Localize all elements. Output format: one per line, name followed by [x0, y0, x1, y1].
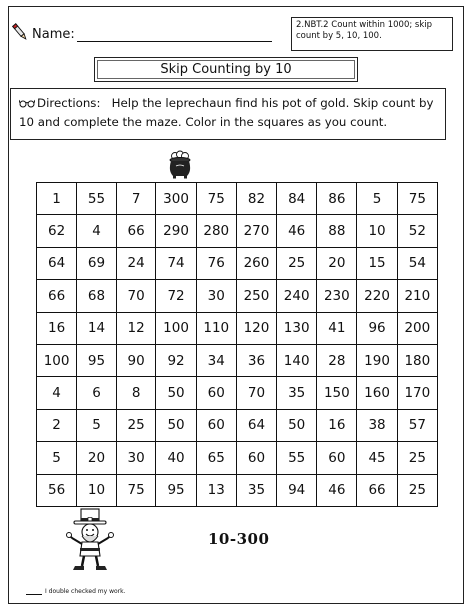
maze-cell[interactable]: 28: [317, 344, 357, 376]
maze-cell[interactable]: 10: [357, 215, 397, 247]
maze-cell[interactable]: 55: [77, 183, 117, 215]
maze-cell[interactable]: 54: [397, 247, 437, 279]
maze-cell[interactable]: 5: [37, 442, 77, 474]
maze-cell[interactable]: 180: [397, 344, 437, 376]
maze-cell[interactable]: 34: [196, 344, 236, 376]
maze-cell[interactable]: 65: [196, 442, 236, 474]
maze-cell[interactable]: 2: [37, 409, 77, 441]
maze-cell[interactable]: 140: [277, 344, 317, 376]
maze-cell[interactable]: 66: [116, 215, 156, 247]
directions-box: [10, 88, 446, 140]
maze-cell[interactable]: 72: [156, 280, 196, 312]
maze-cell[interactable]: 92: [156, 344, 196, 376]
maze-cell[interactable]: 120: [236, 312, 276, 344]
maze-cell[interactable]: 10: [77, 474, 117, 506]
maze-cell[interactable]: 270: [236, 215, 276, 247]
glasses-icon: [19, 99, 35, 108]
maze-cell[interactable]: 66: [357, 474, 397, 506]
maze-row: [37, 247, 438, 279]
maze-cell[interactable]: 20: [77, 442, 117, 474]
maze-cell[interactable]: 220: [357, 280, 397, 312]
maze-cell[interactable]: 82: [236, 183, 276, 215]
maze-cell[interactable]: 50: [156, 377, 196, 409]
maze-cell[interactable]: 75: [397, 183, 437, 215]
maze-cell[interactable]: 90: [116, 344, 156, 376]
maze-cell[interactable]: 16: [317, 409, 357, 441]
maze-cell[interactable]: 24: [116, 247, 156, 279]
checked-row: [26, 588, 126, 595]
maze-cell[interactable]: 190: [357, 344, 397, 376]
maze-cell[interactable]: 60: [317, 442, 357, 474]
maze-cell[interactable]: 100: [37, 344, 77, 376]
maze-cell[interactable]: 76: [196, 247, 236, 279]
name-row: [12, 22, 272, 42]
maze-cell[interactable]: 20: [317, 247, 357, 279]
pencil-icon: [12, 22, 28, 42]
maze-row: [37, 344, 438, 376]
maze-cell[interactable]: 250: [236, 280, 276, 312]
maze-cell[interactable]: 150: [317, 377, 357, 409]
name-label: Name:: [32, 27, 75, 42]
maze-cell[interactable]: 64: [37, 247, 77, 279]
maze-row: [37, 280, 438, 312]
maze-cell[interactable]: 16: [37, 312, 77, 344]
maze-cell[interactable]: 96: [357, 312, 397, 344]
maze-cell[interactable]: 75: [196, 183, 236, 215]
maze-cell[interactable]: 240: [277, 280, 317, 312]
directions-label: Directions:: [37, 96, 101, 110]
maze-cell[interactable]: 52: [397, 215, 437, 247]
leprechaun-icon: [64, 508, 116, 572]
maze-cell[interactable]: 300: [156, 183, 196, 215]
maze-cell[interactable]: 50: [277, 409, 317, 441]
maze-cell[interactable]: 4: [37, 377, 77, 409]
maze-cell[interactable]: 60: [196, 409, 236, 441]
maze-cell[interactable]: 110: [196, 312, 236, 344]
maze-cell[interactable]: 46: [277, 215, 317, 247]
maze-cell[interactable]: 230: [317, 280, 357, 312]
name-field[interactable]: [77, 27, 272, 42]
maze-cell[interactable]: 69: [77, 247, 117, 279]
maze-cell[interactable]: 260: [236, 247, 276, 279]
maze-cell[interactable]: 95: [156, 474, 196, 506]
maze-cell[interactable]: 25: [397, 442, 437, 474]
maze-cell[interactable]: 62: [37, 215, 77, 247]
maze-cell[interactable]: 40: [156, 442, 196, 474]
maze-cell[interactable]: 5: [77, 409, 117, 441]
maze-cell[interactable]: 95: [77, 344, 117, 376]
maze-cell[interactable]: 210: [397, 280, 437, 312]
maze-cell[interactable]: 35: [277, 377, 317, 409]
maze-cell[interactable]: 25: [397, 474, 437, 506]
maze-grid: [36, 182, 438, 507]
maze-cell[interactable]: 60: [196, 377, 236, 409]
maze-cell[interactable]: 1: [37, 183, 77, 215]
maze-cell[interactable]: 14: [77, 312, 117, 344]
maze-row: [37, 377, 438, 409]
page-title: Skip Counting by 10: [94, 57, 358, 82]
maze-cell[interactable]: 5: [357, 183, 397, 215]
maze-cell[interactable]: 41: [317, 312, 357, 344]
maze-cell[interactable]: 160: [357, 377, 397, 409]
maze-row: [37, 183, 438, 215]
maze-cell[interactable]: 70: [116, 280, 156, 312]
maze-cell[interactable]: 30: [116, 442, 156, 474]
maze-cell[interactable]: 8: [116, 377, 156, 409]
directions-text: Help the leprechaun find his pot of gold. Skip count by 10 and complete the maze. Color in the squares as you count.: [19, 96, 434, 129]
checked-checkbox-line[interactable]: [26, 588, 42, 595]
range-label: 10-300: [208, 530, 270, 548]
standard-box: 2.NBT.2 Count within 1000; skip count by 5, 10, 100.: [291, 17, 453, 51]
maze-cell[interactable]: 200: [397, 312, 437, 344]
maze-cell[interactable]: 94: [277, 474, 317, 506]
maze-cell[interactable]: 25: [116, 409, 156, 441]
maze-cell[interactable]: 290: [156, 215, 196, 247]
maze-cell[interactable]: 68: [77, 280, 117, 312]
maze-row: [37, 442, 438, 474]
maze-cell[interactable]: 280: [196, 215, 236, 247]
maze-cell[interactable]: 100: [156, 312, 196, 344]
maze-cell[interactable]: 57: [397, 409, 437, 441]
maze-cell[interactable]: 84: [277, 183, 317, 215]
checked-text: I double checked my work.: [45, 588, 126, 595]
maze-cell[interactable]: 56: [37, 474, 77, 506]
maze-cell[interactable]: 7: [116, 183, 156, 215]
maze-row: [37, 474, 438, 506]
maze-cell[interactable]: 45: [357, 442, 397, 474]
maze-cell[interactable]: 38: [357, 409, 397, 441]
maze-cell[interactable]: 74: [156, 247, 196, 279]
maze-cell[interactable]: 36: [236, 344, 276, 376]
maze-cell[interactable]: 12: [116, 312, 156, 344]
maze-cell[interactable]: 64: [236, 409, 276, 441]
maze-cell[interactable]: 13: [196, 474, 236, 506]
maze-cell[interactable]: 170: [397, 377, 437, 409]
maze-cell[interactable]: 75: [116, 474, 156, 506]
maze-cell[interactable]: 25: [277, 247, 317, 279]
maze-row: [37, 409, 438, 441]
maze-cell[interactable]: 15: [357, 247, 397, 279]
maze-cell[interactable]: 66: [37, 280, 77, 312]
maze-cell[interactable]: 70: [236, 377, 276, 409]
maze-cell[interactable]: 30: [196, 280, 236, 312]
maze-cell[interactable]: 50: [156, 409, 196, 441]
maze-cell[interactable]: 46: [317, 474, 357, 506]
maze-cell[interactable]: 60: [236, 442, 276, 474]
maze-row: [37, 312, 438, 344]
maze-row: [37, 215, 438, 247]
maze-cell[interactable]: 35: [236, 474, 276, 506]
maze-cell[interactable]: 130: [277, 312, 317, 344]
pot-of-gold-icon: [167, 150, 193, 180]
maze-cell[interactable]: 6: [77, 377, 117, 409]
maze-cell[interactable]: 88: [317, 215, 357, 247]
maze-cell[interactable]: 55: [277, 442, 317, 474]
maze-cell[interactable]: 4: [77, 215, 117, 247]
maze-cell[interactable]: 86: [317, 183, 357, 215]
